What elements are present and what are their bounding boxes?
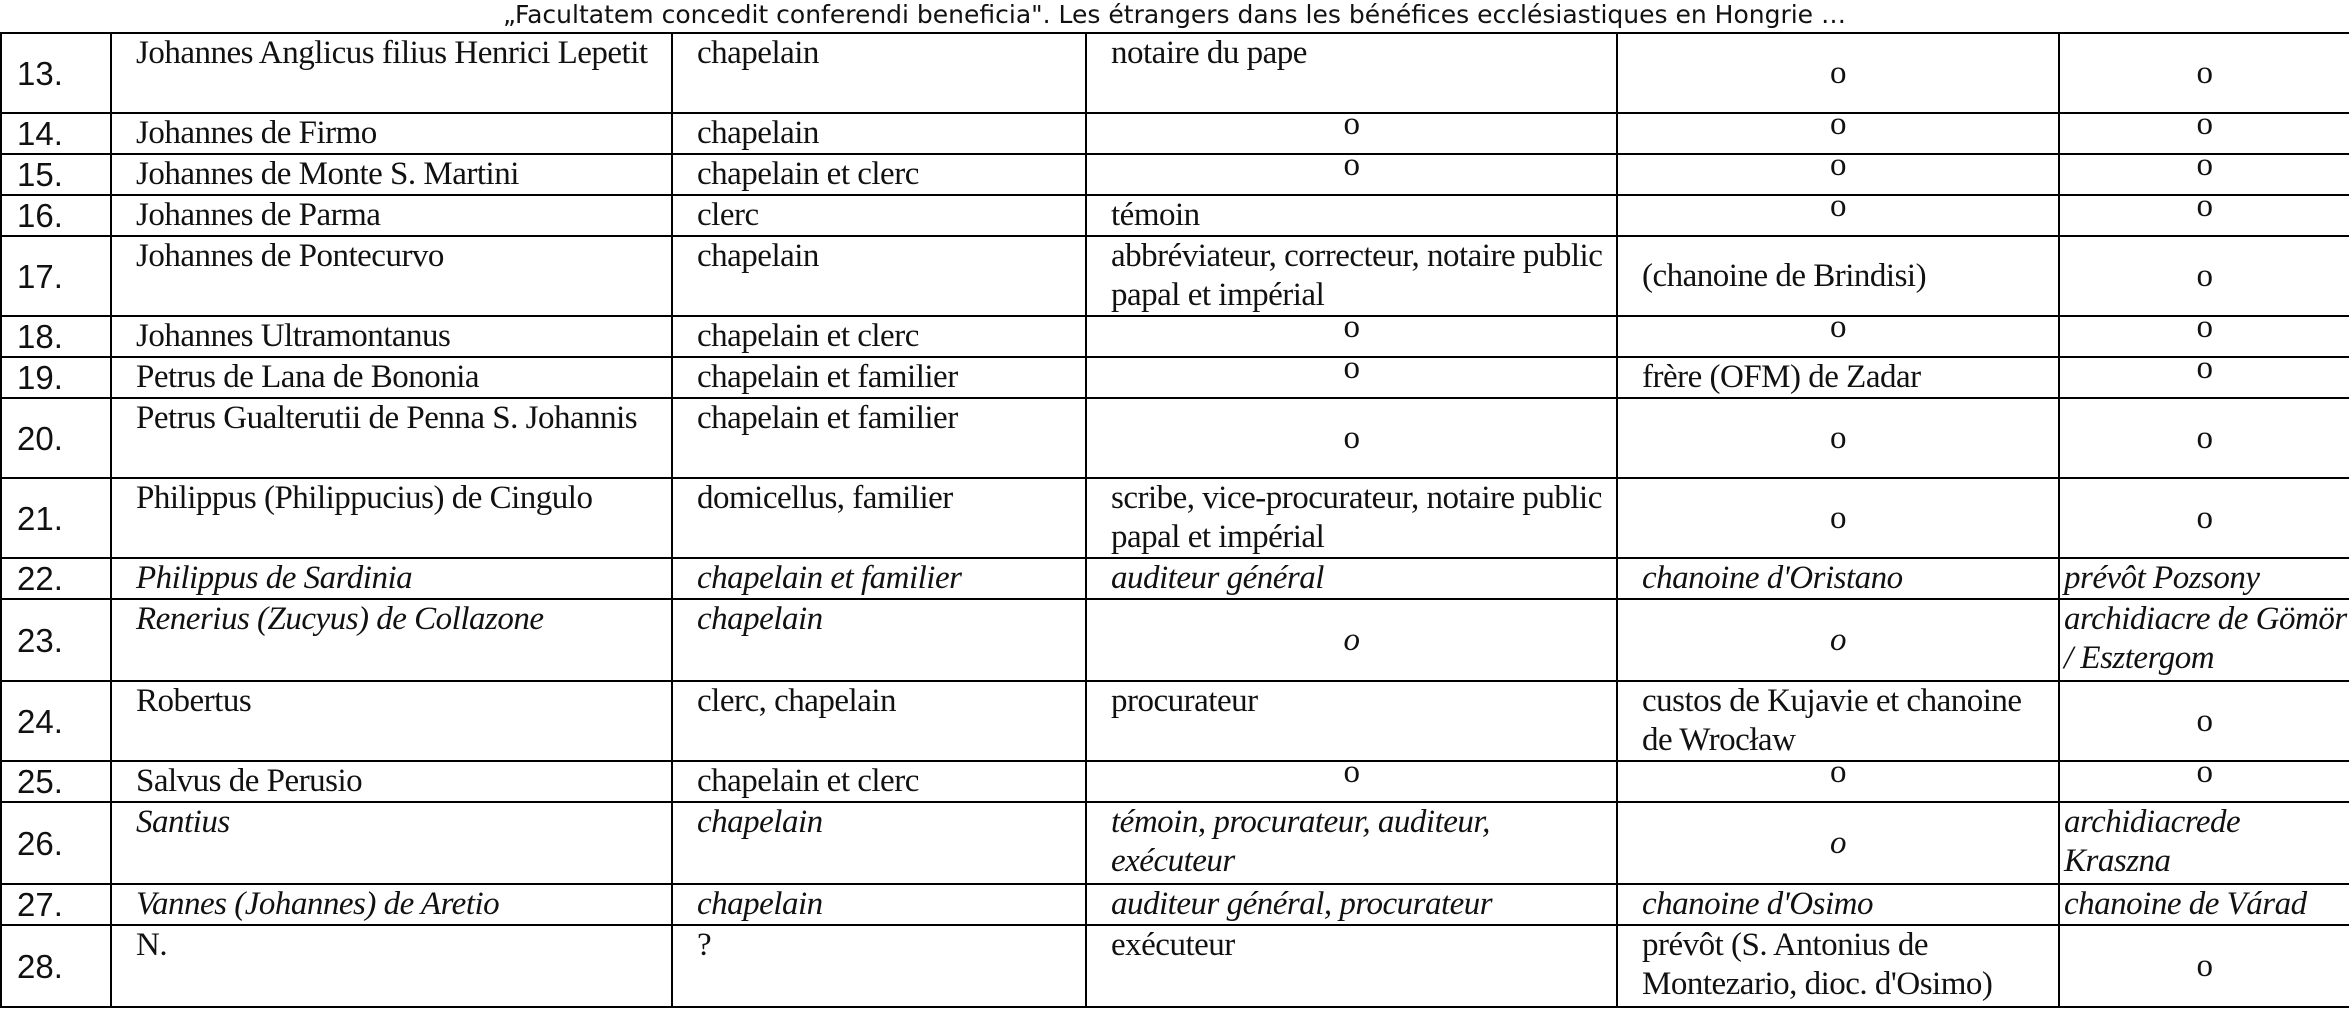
status-cell: chapelain et clerc	[672, 316, 1086, 357]
benefice-cell: o	[1617, 195, 2059, 236]
office-cell: o	[1086, 761, 1617, 802]
hungary-benefice-cell: o	[2059, 398, 2349, 478]
name-cell: Johannes de Monte S. Martini	[111, 154, 672, 195]
row-number: 19.	[1, 357, 111, 398]
name-cell: Petrus Gualterutii de Penna S. Johannis	[111, 398, 672, 478]
status-cell: chapelain et familier	[672, 357, 1086, 398]
benefice-cell: custos de Kujavie et chanoine de Wrocław	[1617, 681, 2059, 761]
office-cell: scribe, vice-procurateur, notaire public papal et impérial	[1086, 478, 1617, 558]
benefice-cell: o	[1617, 802, 2059, 884]
row-number: 17.	[1, 236, 111, 316]
row-number: 14.	[1, 113, 111, 154]
row-number: 23.	[1, 599, 111, 681]
status-cell: chapelain et familier	[672, 398, 1086, 478]
hungary-benefice-cell: archidiacrede Kraszna	[2059, 802, 2349, 884]
status-cell: clerc, chapelain	[672, 681, 1086, 761]
hungary-benefice-cell: o	[2059, 316, 2349, 357]
benefice-cell: prévôt (S. Antonius de Montezario, dioc. d'Osimo)	[1617, 925, 2059, 1007]
office-cell: témoin, procurateur, auditeur, exécuteur	[1086, 802, 1617, 884]
name-cell: Philippus (Philippucius) de Cingulo	[111, 478, 672, 558]
hungary-benefice-cell: archidiacre de Gömör / Esztergom	[2059, 599, 2349, 681]
hungary-benefice-cell: o	[2059, 33, 2349, 113]
hungary-benefice-cell: o	[2059, 478, 2349, 558]
table-row	[1, 802, 2349, 884]
table-row	[1, 925, 2349, 1007]
office-cell: o	[1086, 357, 1617, 398]
status-cell: chapelain	[672, 884, 1086, 925]
name-cell: Johannes de Pontecurvo	[111, 236, 672, 316]
clerics-table	[0, 32, 2349, 1008]
table-row	[1, 357, 2349, 398]
row-number: 16.	[1, 195, 111, 236]
status-cell: chapelain	[672, 802, 1086, 884]
office-cell: exécuteur	[1086, 925, 1617, 1007]
table-row	[1, 398, 2349, 478]
row-number: 22.	[1, 558, 111, 599]
name-cell: Vannes (Johannes) de Aretio	[111, 884, 672, 925]
office-cell: témoin	[1086, 195, 1617, 236]
office-cell: auditeur général, procurateur	[1086, 884, 1617, 925]
status-cell: clerc	[672, 195, 1086, 236]
hungary-benefice-cell: o	[2059, 925, 2349, 1007]
office-cell: o	[1086, 316, 1617, 357]
benefice-cell: o	[1617, 316, 2059, 357]
table-row	[1, 599, 2349, 681]
row-number: 18.	[1, 316, 111, 357]
status-cell: domicellus, familier	[672, 478, 1086, 558]
benefice-cell: o	[1617, 113, 2059, 154]
benefice-cell: chanoine d'Osimo	[1617, 884, 2059, 925]
table-row	[1, 681, 2349, 761]
row-number: 20.	[1, 398, 111, 478]
name-cell: Santius	[111, 802, 672, 884]
table-row	[1, 236, 2349, 316]
hungary-benefice-cell: o	[2059, 357, 2349, 398]
status-cell: chapelain	[672, 33, 1086, 113]
benefice-cell: chanoine d'Oristano	[1617, 558, 2059, 599]
office-cell: notaire du pape	[1086, 33, 1617, 113]
row-number: 26.	[1, 802, 111, 884]
benefice-cell: o	[1617, 599, 2059, 681]
table-row	[1, 33, 2349, 113]
hungary-benefice-cell: o	[2059, 195, 2349, 236]
row-number: 28.	[1, 925, 111, 1007]
hungary-benefice-cell: o	[2059, 154, 2349, 195]
office-cell: abbréviateur, correcteur, notaire public papal et impérial	[1086, 236, 1617, 316]
status-cell: chapelain et clerc	[672, 761, 1086, 802]
benefice-cell: o	[1617, 478, 2059, 558]
office-cell: o	[1086, 398, 1617, 478]
status-cell: chapelain et familier	[672, 558, 1086, 599]
status-cell: chapelain	[672, 113, 1086, 154]
table-row	[1, 761, 2349, 802]
status-cell: chapelain et clerc	[672, 154, 1086, 195]
office-cell: o	[1086, 599, 1617, 681]
benefice-cell: frère (OFM) de Zadar	[1617, 357, 2059, 398]
row-number: 13.	[1, 33, 111, 113]
name-cell: N.	[111, 925, 672, 1007]
office-cell: auditeur général	[1086, 558, 1617, 599]
name-cell: Renerius (Zucyus) de Collazone	[111, 599, 672, 681]
hungary-benefice-cell: o	[2059, 236, 2349, 316]
name-cell: Johannes de Parma	[111, 195, 672, 236]
name-cell: Robertus	[111, 681, 672, 761]
hungary-benefice-cell: o	[2059, 761, 2349, 802]
table-row	[1, 884, 2349, 925]
name-cell: Petrus de Lana de Bononia	[111, 357, 672, 398]
benefice-cell: o	[1617, 398, 2059, 478]
benefice-cell: (chanoine de Brindisi)	[1617, 236, 2059, 316]
status-cell: chapelain	[672, 599, 1086, 681]
hungary-benefice-cell: chanoine de Várad	[2059, 884, 2349, 925]
row-number: 27.	[1, 884, 111, 925]
hungary-benefice-cell: o	[2059, 681, 2349, 761]
table-row	[1, 478, 2349, 558]
table-row	[1, 558, 2349, 599]
office-cell: procurateur	[1086, 681, 1617, 761]
status-cell: chapelain	[672, 236, 1086, 316]
office-cell: o	[1086, 113, 1617, 154]
office-cell: o	[1086, 154, 1617, 195]
name-cell: Johannes de Firmo	[111, 113, 672, 154]
row-number: 25.	[1, 761, 111, 802]
hungary-benefice-cell: prévôt Pozsony	[2059, 558, 2349, 599]
row-number: 15.	[1, 154, 111, 195]
table-row	[1, 154, 2349, 195]
running-header: „Facultatem concedit conferendi beneficia". Les étrangers dans les bénéfices ecclésiastiques en Hongrie …	[502, 0, 1847, 29]
table-row	[1, 316, 2349, 357]
name-cell: Johannes Anglicus filius Henrici Lepetit	[111, 33, 672, 113]
name-cell: Philippus de Sardinia	[111, 558, 672, 599]
benefice-cell: o	[1617, 33, 2059, 113]
hungary-benefice-cell: o	[2059, 113, 2349, 154]
benefice-cell: o	[1617, 761, 2059, 802]
name-cell: Salvus de Perusio	[111, 761, 672, 802]
table-row	[1, 113, 2349, 154]
benefice-cell: o	[1617, 154, 2059, 195]
row-number: 24.	[1, 681, 111, 761]
row-number: 21.	[1, 478, 111, 558]
name-cell: Johannes Ultramontanus	[111, 316, 672, 357]
status-cell: ?	[672, 925, 1086, 1007]
table-row	[1, 195, 2349, 236]
